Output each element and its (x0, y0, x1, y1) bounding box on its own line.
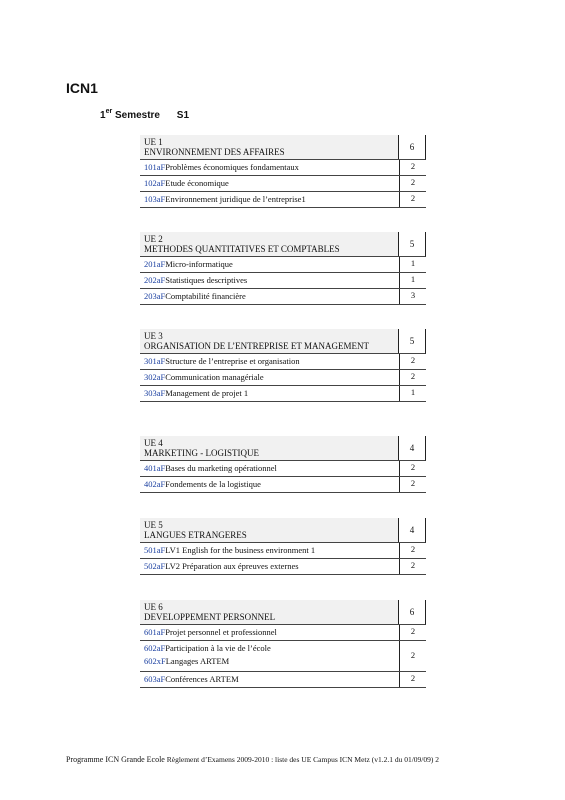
course-row (140, 354, 426, 370)
course-code[interactable]: 101aF (144, 161, 166, 172)
ue-header (140, 329, 426, 354)
ue-block-5 (140, 518, 426, 575)
course-title: Fondements de la logistique (165, 478, 261, 489)
course-title: Etude économique (165, 177, 229, 188)
ue-name: DEVELOPPEMENT PERSONNEL (144, 612, 276, 623)
course-row (140, 672, 426, 688)
page-footer (66, 755, 439, 764)
course-code[interactable]: 401aF (144, 462, 166, 473)
course-row (140, 257, 426, 273)
course-title: Langages ARTEM (165, 655, 230, 666)
ue-name: ENVIRONNEMENT DES AFFAIRES (144, 147, 285, 158)
course-credits: 2 (399, 160, 426, 175)
course-credits: 2 (399, 559, 426, 574)
course-code[interactable]: 103aF (144, 193, 166, 204)
course-title: LV2 Préparation aux épreuves externes (165, 560, 299, 571)
course-code[interactable]: 501aF (144, 544, 166, 555)
ue-label: UE 2 (144, 234, 163, 244)
ue-header (140, 232, 426, 257)
course-credits: 2 (399, 370, 426, 385)
course-row (140, 559, 426, 575)
ue-header (140, 600, 426, 625)
semester-ordinal: er (105, 108, 113, 115)
footer-regulation: Règlement d’Examens 2009-2010 : liste des UE (166, 755, 312, 764)
course-credits: 2 (399, 461, 426, 476)
ue-label: UE 4 (144, 438, 163, 448)
course-credits: 2 (399, 543, 426, 558)
ue-label: UE 3 (144, 331, 163, 341)
course-code[interactable]: 202aF (144, 274, 166, 285)
ue-name: LANGUES ETRANGERES (144, 530, 247, 541)
course-title: Management de projet 1 (165, 387, 249, 398)
course-code[interactable]: 502aF (144, 560, 166, 571)
course-row (140, 160, 426, 176)
course-credits: 1 (399, 273, 426, 288)
course-row (140, 625, 426, 641)
course-title: Structure de l’entreprise et organisation (165, 355, 300, 366)
footer-program: Programme ICN Grande Ecole (66, 755, 165, 764)
course-row (140, 192, 426, 208)
course-code[interactable]: 601aF (144, 626, 166, 637)
course-credits: 1 (399, 386, 426, 401)
course-credits: 2 (399, 354, 426, 369)
ue-credits: 6 (398, 600, 425, 624)
course-title: Participation à la vie de l’école (165, 642, 271, 653)
footer-page-number: 2 (435, 755, 439, 764)
course-row (140, 543, 426, 559)
ue-name: METHODES QUANTITATIVES ET COMPTABLES (144, 244, 340, 255)
course-credits: 3 (399, 289, 426, 304)
course-credits: 2 (399, 625, 426, 640)
course-row (140, 273, 426, 289)
footer-campus: Campus ICN Metz (v1.2.1 du 01/09/09) (313, 755, 434, 764)
ue-name: ORGANISATION DE L’ENTREPRISE ET MANAGEMENT (144, 341, 369, 352)
ue-credits: 6 (398, 135, 425, 159)
document-title: ICN1 (66, 80, 98, 96)
course-row (140, 461, 426, 477)
ue-block-4 (140, 436, 426, 493)
ue-name: MARKETING - LOGISTIQUE (144, 448, 259, 459)
ue-header (140, 518, 426, 543)
course-row (140, 641, 426, 672)
semester-word: Semestre (114, 110, 160, 121)
course-credits: 1 (399, 257, 426, 272)
course-title: Communication managériale (165, 371, 264, 382)
course-row (140, 386, 426, 402)
ue-block-2 (140, 232, 426, 305)
course-code[interactable]: 602aF (144, 642, 166, 653)
course-code[interactable]: 303aF (144, 387, 166, 398)
course-row (140, 289, 426, 305)
ue-block-3 (140, 329, 426, 402)
semester-number: 1 (100, 110, 106, 121)
course-title: LV1 English for the business environment 1 (165, 544, 316, 555)
ue-credits: 5 (398, 232, 425, 256)
ue-header (140, 135, 426, 160)
course-code[interactable]: 602xF (144, 655, 166, 666)
semester-heading (100, 108, 189, 121)
course-row (140, 176, 426, 192)
course-code[interactable]: 302aF (144, 371, 166, 382)
course-title: Environnement juridique de l’entreprise1 (165, 193, 306, 204)
course-code[interactable]: 201aF (144, 258, 166, 269)
course-title: Problèmes économiques fondamentaux (165, 161, 299, 172)
ue-header (140, 436, 426, 461)
course-code[interactable]: 203aF (144, 290, 166, 301)
course-code[interactable]: 603aF (144, 673, 166, 684)
ue-label: UE 6 (144, 602, 163, 612)
course-row (140, 370, 426, 386)
ue-credits: 4 (398, 436, 425, 460)
course-code[interactable]: 402aF (144, 478, 166, 489)
course-credits: 2 (399, 477, 426, 492)
course-code[interactable]: 102aF (144, 177, 166, 188)
semester-code: S1 (176, 110, 190, 121)
ue-label: UE 5 (144, 520, 163, 530)
course-title: Bases du marketing opérationnel (165, 462, 277, 473)
ue-credits: 5 (398, 329, 425, 353)
course-title: Conférences ARTEM (165, 673, 239, 684)
course-credits: 2 (399, 672, 426, 687)
course-row (140, 477, 426, 493)
ue-label: UE 1 (144, 137, 163, 147)
ue-block-1 (140, 135, 426, 208)
course-credits: 2 (399, 192, 426, 207)
course-title: Projet personnel et professionnel (165, 626, 277, 637)
course-credits: 2 (399, 176, 426, 191)
ue-credits: 4 (398, 518, 425, 542)
ue-block-6 (140, 600, 426, 688)
course-title: Micro-informatique (165, 258, 233, 269)
course-title: Comptabilité financière (165, 290, 246, 301)
course-title: Statistiques descriptives (165, 274, 248, 285)
course-code[interactable]: 301aF (144, 355, 166, 366)
course-credits: 2 (399, 641, 426, 671)
